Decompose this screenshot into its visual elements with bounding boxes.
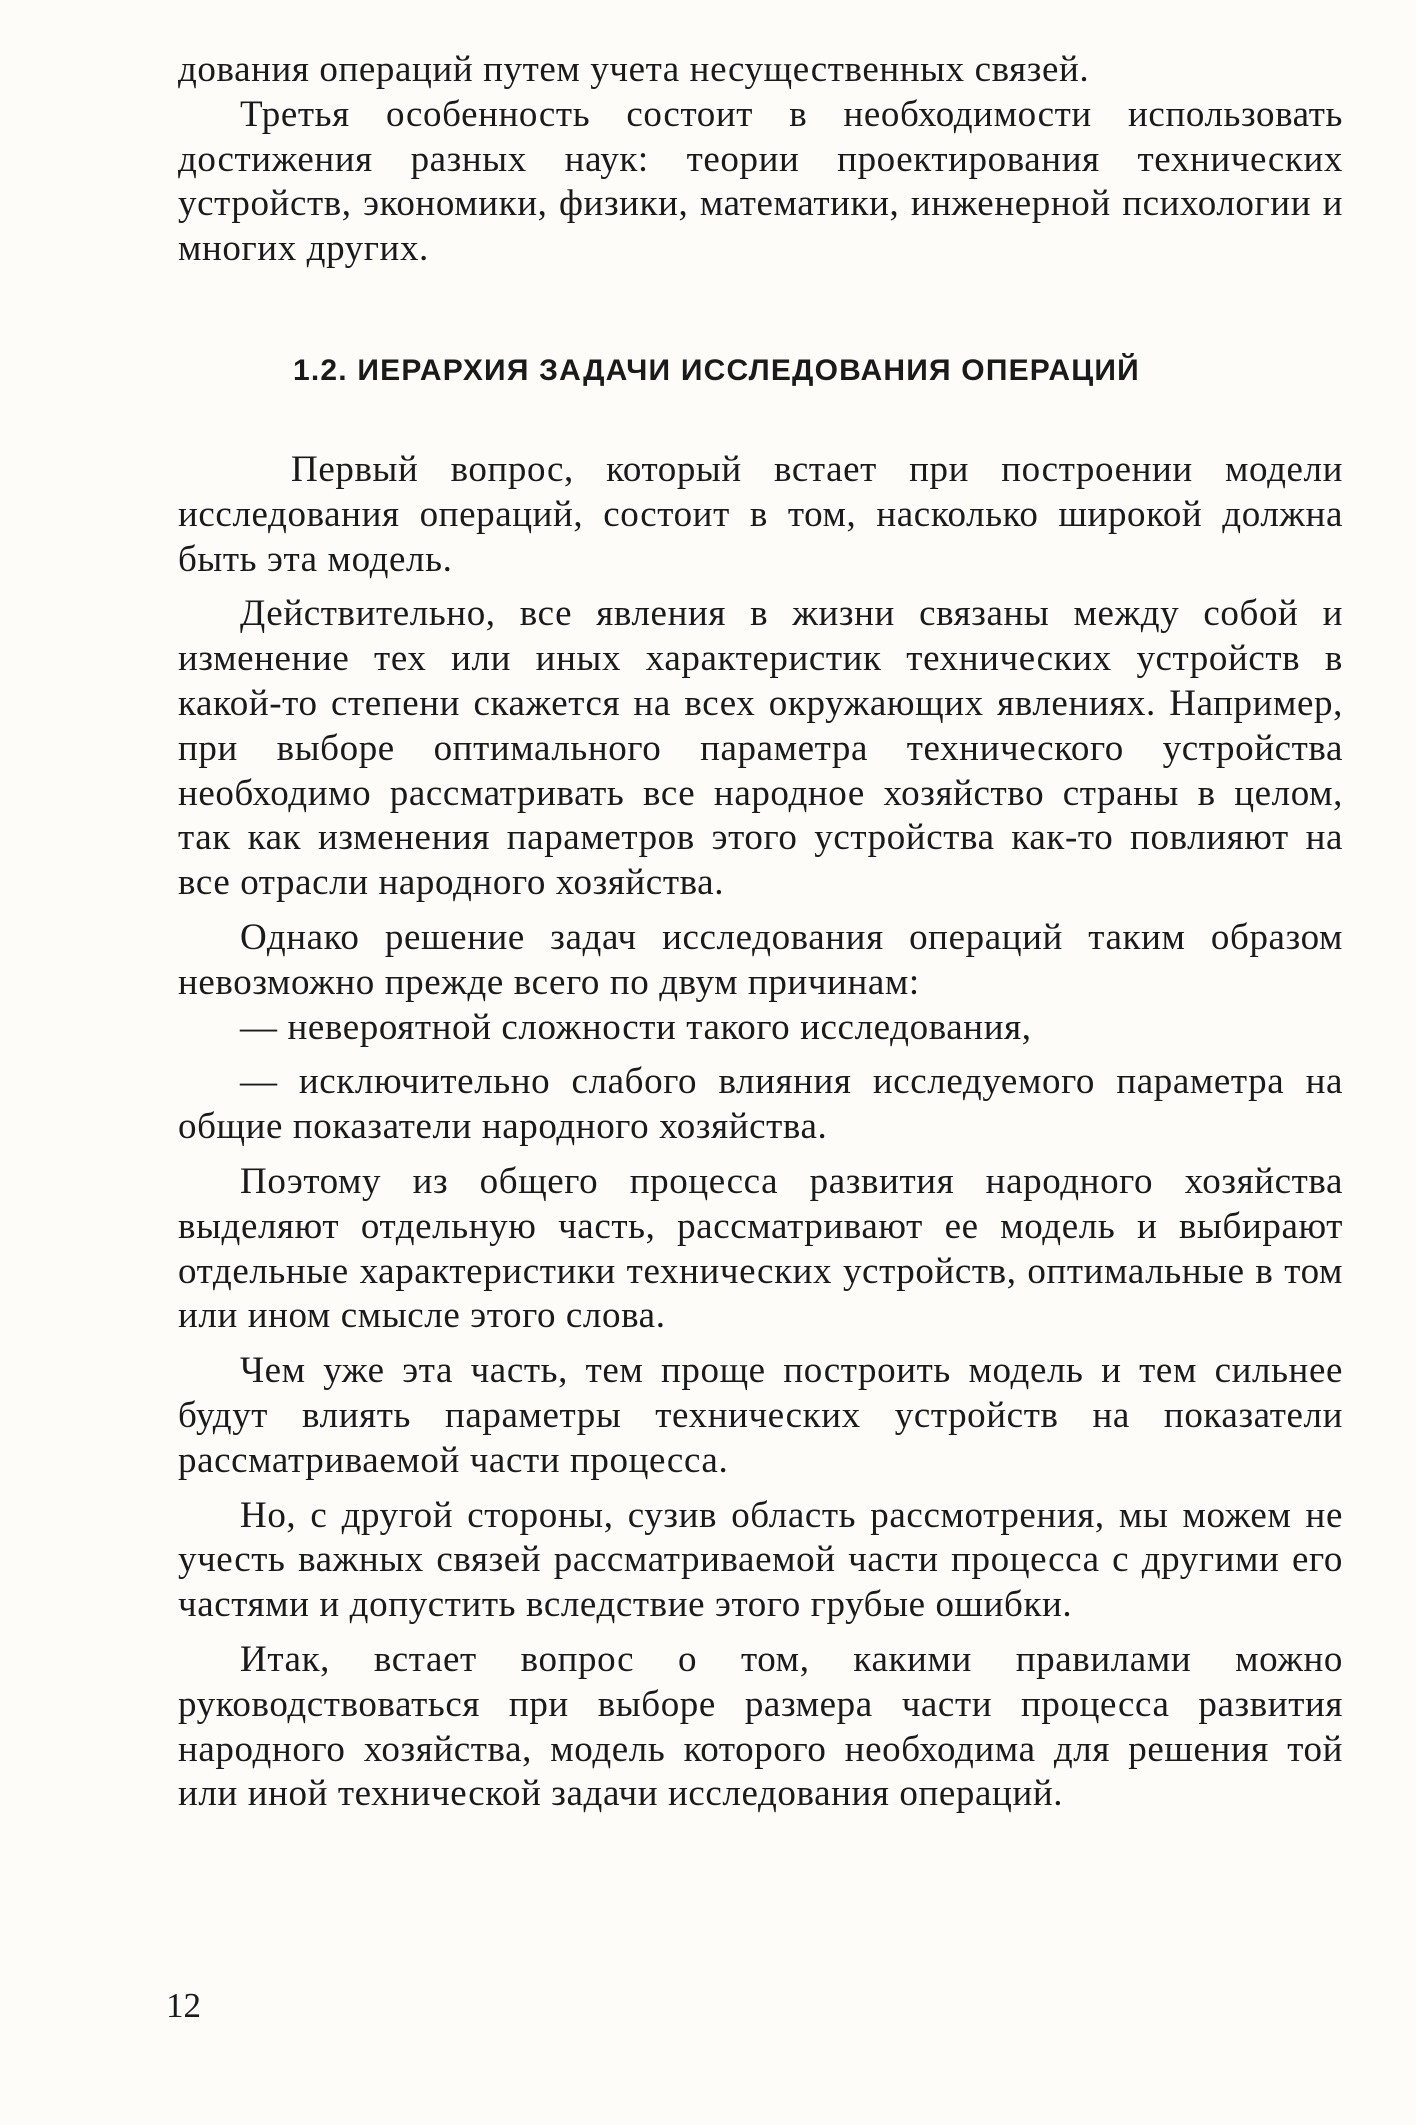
paragraph-so-question: Итак, встает вопрос о том, какими правилами можно руководствоваться при выборе размера части процесса развития народного хозяйства, модель которого необходима для решения той или иной технической задачи исследования операций.: [178, 1638, 1343, 1815]
paragraph-however: Однако решение задач исследования операций таким образом невозможно прежде всего по двум причинам:: [178, 916, 1343, 1003]
paragraph-indeed: Действительно, все явления в жизни связаны между собой и изменение тех или иных характеристик технических устройств в какой-то степени скажется на всех окружающих явлениях. Например, при выборе оптимального параметра технического устройства необходимо рассматривать все народное хозяйство страны в целом, так как изменения параметров этого устройства как-то повлияют на все отрасли народного хозяйства.: [178, 593, 1343, 904]
paragraph-therefore: Поэтому из общего процесса развития народного хозяйства выделяют отдельную часть, рассматривают ее модель и выбирают отдельные характеристики технических устройств, оптимальные в том или ином смысле этого слова.: [178, 1160, 1343, 1337]
main-text-block: [178, 448, 1343, 1817]
page-number: 12: [166, 1986, 201, 2025]
paragraph-first-question: Первый вопрос, который встает при построении модели исследования операций, состоит в том, насколько широкой должна быть эта модель.: [178, 449, 1343, 580]
paragraph-third-feature: Третья особенность состоит в необходимости использовать достижения разных наук: теории проектирования технических устройств, экономики, физики, математики, инженерной психологии и многих других.: [178, 93, 1343, 270]
list-item-weak-influence: — исключительно слабого влияния исследуемого параметра на общие показатели народного хозяйства.: [178, 1061, 1343, 1148]
list-item-complexity: — невероятной сложности такого исследования,: [240, 1006, 1032, 1048]
paragraph-continuation: дования операций путем учета несущественных связей.: [178, 49, 1090, 90]
top-text-block: [178, 48, 1343, 272]
paragraph-on-other-hand: Но, с другой стороны, сузив область рассмотрения, мы можем не учесть важных связей рассматриваемой части процесса с другими его частями и допустить вследствие этого грубые ошибки.: [178, 1494, 1343, 1626]
paragraph-narrower: Чем уже эта часть, тем проще построить модель и тем сильнее будут влиять параметры технических устройств на показатели рассматриваемой части процесса.: [178, 1350, 1343, 1481]
section-heading: 1.2. ИЕРАРХИЯ ЗАДАЧИ ИССЛЕДОВАНИЯ ОПЕРАЦИЙ: [293, 354, 1140, 387]
